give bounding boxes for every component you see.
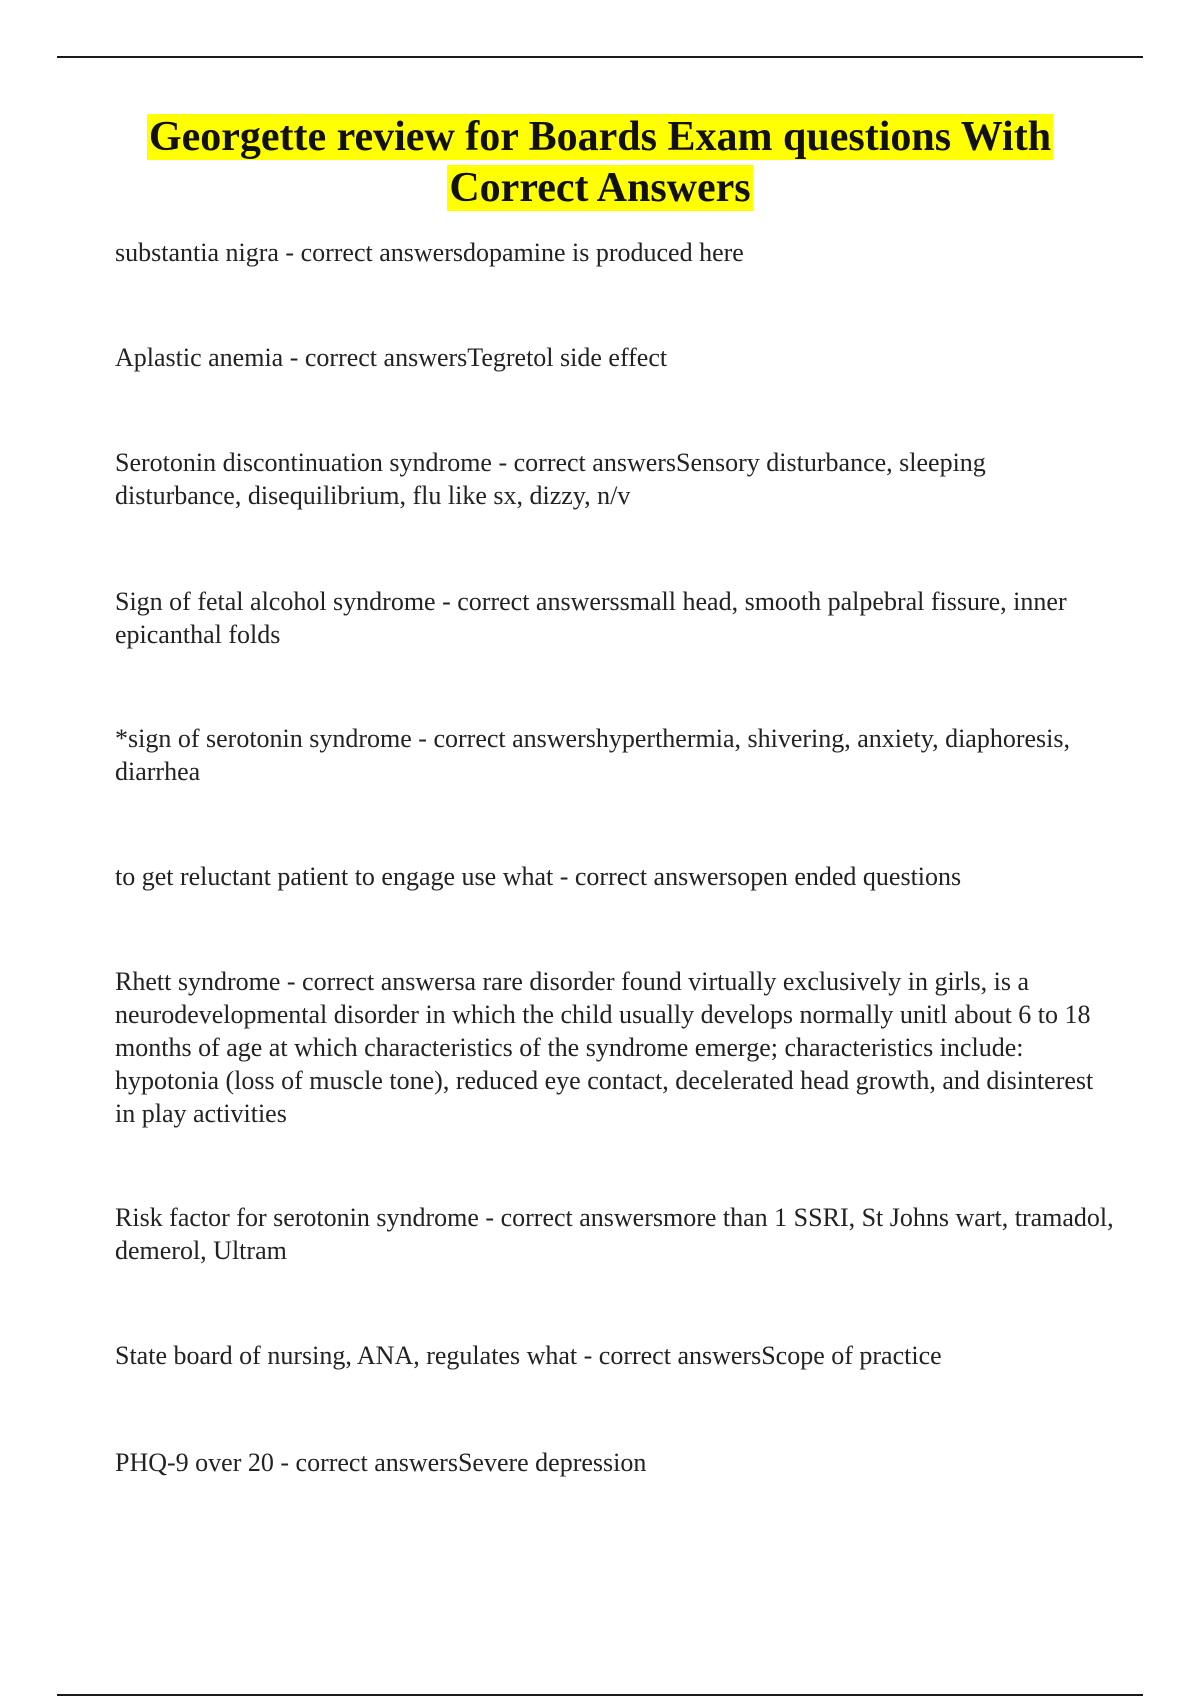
qa-item-6: to get reluctant patient to engage use what - correct answersopen ended questions — [115, 862, 962, 891]
qa-item-5: *sign of serotonin syndrome - correct answershyperthermia, shivering, anxiety, diaphoresis, diarrhea — [115, 724, 1071, 786]
document-title — [80, 112, 1120, 214]
qa-item-9: State board of nursing, ANA, regulates what - correct answersScope of practice — [115, 1341, 942, 1370]
qa-item-8: Risk factor for serotonin syndrome - correct answersmore than 1 SSRI, St Johns wart, tramadol, demerol, Ultram — [115, 1203, 1114, 1265]
qa-item-2: Aplastic anemia - correct answersTegretol side effect — [115, 343, 668, 372]
bottom-rule — [57, 1694, 1143, 1696]
document-title-text: Georgette review for Boards Exam questions With Correct Answers — [148, 114, 1052, 211]
top-rule — [57, 56, 1143, 58]
qa-item-10: PHQ-9 over 20 - correct answersSevere depression — [115, 1448, 647, 1477]
qa-item-4: Sign of fetal alcohol syndrome - correct answerssmall head, smooth palpebral fissure, inner epicanthal folds — [115, 587, 1067, 649]
qa-item-3: Serotonin discontinuation syndrome - correct answersSensory disturbance, sleeping disturbance, disequilibrium, flu like sx, dizzy, n/v — [115, 448, 986, 510]
qa-item-7: Rhett syndrome - correct answersa rare disorder found virtually exclusively in girls, is a neurodevelopmental disorder in which the child usually develops normally unitl about 6 to 18 months of age at which characteristics of the syndrome emerge; characteristics include: hypotonia (loss of muscle tone), reduced eye contact, decelerated head growth, and disinterest in play activities — [115, 967, 1094, 1128]
qa-item-1: substantia nigra - correct answersdopamine is produced here — [115, 238, 744, 267]
